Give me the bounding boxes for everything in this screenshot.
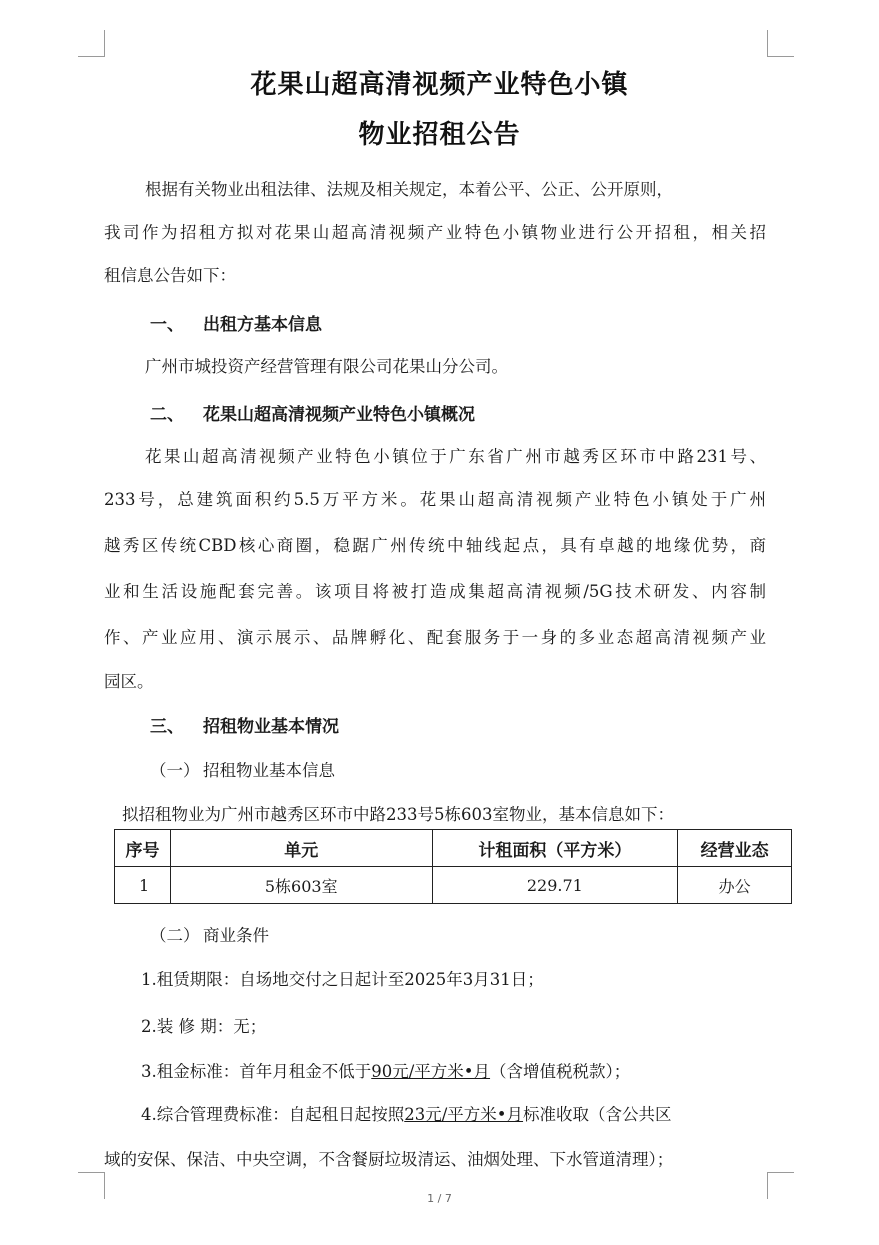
condition-rent-standard	[141, 1058, 630, 1082]
condition-lease-term: 1.租赁期限：自场地交付之日起计至2025年3月31日；	[141, 970, 544, 989]
subsection2-title: 商业条件	[203, 926, 269, 945]
condition-management-fee-line2: 域的安保、保洁、中央空调，不含餐厨垃圾清运、油烟处理、下水管道清理）；	[104, 1150, 674, 1169]
intro-line-3: 租信息公告如下：	[104, 266, 236, 285]
section2-line-5: 作、产业应用、演示展示、品牌孵化、配套服务于一身的多业态超高清视频产业	[104, 628, 766, 647]
table-cell-area: 229.71	[432, 867, 678, 904]
subsection1-title: 招租物业基本信息	[203, 761, 335, 780]
subsection1-number: （一）	[150, 761, 200, 780]
document-title-line1: 花果山超高清视频产业特色小镇	[250, 70, 629, 100]
table-cell-business: 办公	[678, 867, 792, 904]
condition-management-fee	[141, 1101, 672, 1125]
table-header-unit: 单元	[170, 830, 432, 867]
table-header-business: 经营业态	[678, 830, 792, 867]
section2-line-6: 园区。	[104, 672, 154, 691]
section2-line-3: 越秀区传统CBD核心商圈，稳踞广州传统中轴线起点，具有卓越的地缘优势，商	[104, 536, 766, 555]
table-header-area: 计租面积（平方米）	[432, 830, 678, 867]
document-title-line2: 物业招租公告	[358, 120, 521, 150]
crop-mark-top-right	[767, 30, 794, 57]
fee-price: 23元/平方米•月	[404, 1105, 524, 1124]
fee-label: 4.综合管理费标准：自起租日起按照	[141, 1105, 405, 1124]
crop-mark-top-left	[78, 30, 105, 57]
table-header-index: 序号	[115, 830, 171, 867]
section2-line-1: 花果山超高清视频产业特色小镇位于广东省广州市越秀区环市中路231号、	[145, 447, 766, 466]
table-header-row	[115, 830, 792, 867]
section2-title: 花果山超高清视频产业特色小镇概况	[203, 405, 475, 425]
section3-title: 招租物业基本情况	[203, 717, 339, 737]
intro-line-2: 我司作为招租方拟对花果山超高清视频产业特色小镇物业进行公开招租，相关招	[104, 223, 766, 242]
rent-note: （含增值税税款）；	[490, 1062, 631, 1081]
intro-line-1: 根据有关物业出租法律、法规及相关规定，本着公平、公正、公开原则，	[145, 180, 673, 199]
section1-body: 广州市城投资产经营管理有限公司花果山分公司。	[145, 357, 508, 376]
condition-decoration-period: 2.装 修 期：无；	[141, 1017, 267, 1036]
rent-price: 90元/平方米•月	[371, 1062, 491, 1081]
table-intro: 拟招租物业为广州市越秀区环市中路233号5栋603室物业，基本信息如下：	[122, 805, 674, 824]
table-cell-unit: 5栋603室	[170, 867, 432, 904]
section1-title: 出租方基本信息	[203, 315, 322, 335]
table-row	[115, 867, 792, 904]
section1-number: 一、	[150, 315, 184, 335]
property-table	[114, 829, 792, 904]
section2-line-4: 业和生活设施配套完善。该项目将被打造成集超高清视频/5G技术研发、内容制	[104, 582, 766, 601]
section2-number: 二、	[150, 405, 184, 425]
section2-line-2: 233号，总建筑面积约5.5万平方米。花果山超高清视频产业特色小镇处于广州	[104, 490, 766, 509]
rent-label: 3.租金标准：首年月租金不低于	[141, 1062, 372, 1081]
page-number: 1 / 7	[427, 1192, 452, 1205]
section3-number: 三、	[150, 717, 184, 737]
table-cell-index: 1	[115, 867, 171, 904]
subsection2-number: （二）	[150, 926, 200, 945]
fee-note: 标准收取（含公共区	[523, 1105, 672, 1124]
